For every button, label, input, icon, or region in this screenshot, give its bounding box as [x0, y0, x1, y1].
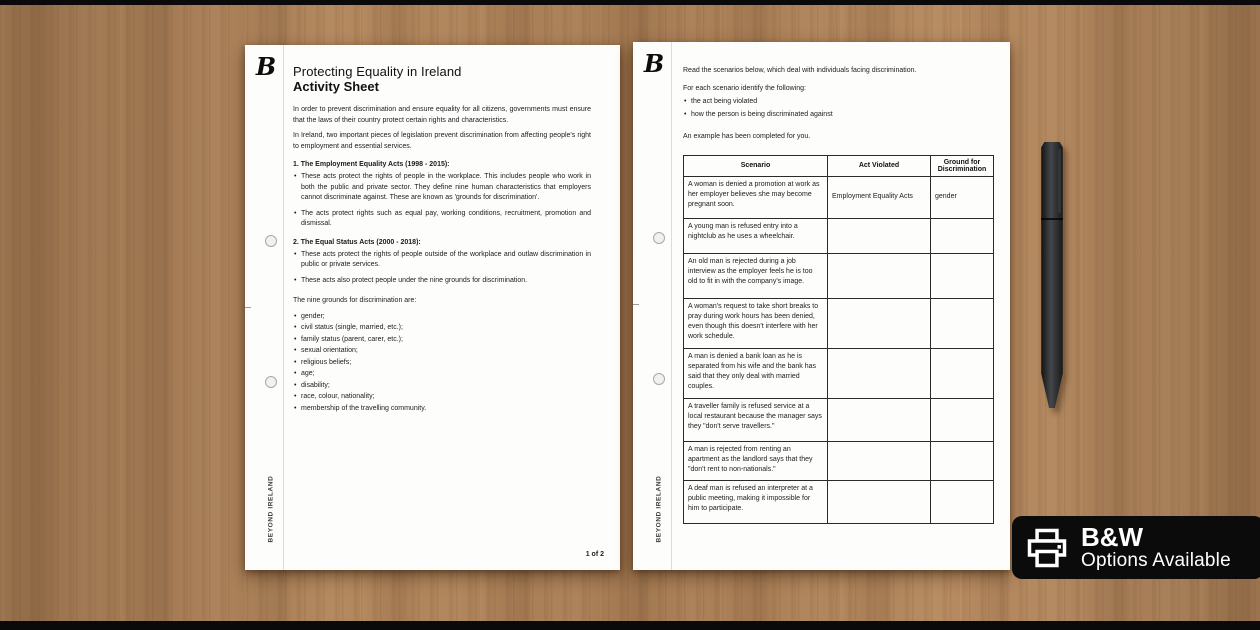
act-cell — [828, 298, 931, 348]
section-bullet-list — [293, 172, 591, 230]
page-2-content — [683, 66, 995, 524]
scenario-cell: A man is denied a bank loan as he is separated from his wife and the bank has said that they only deal with married couples. — [684, 348, 828, 398]
badge-text — [1081, 521, 1231, 572]
page-subtitle: Activity Sheet — [293, 79, 379, 94]
hole-punch-circle — [653, 232, 665, 244]
bullet-item: • These acts protect the rights of people in the workplace. This includes people who work in both the public and private sector. They define nine human characteristics that employers cannot discriminate against. These are known as 'grounds for discrimination'. — [293, 172, 591, 204]
act-cell — [828, 480, 931, 523]
act-cell — [828, 441, 931, 480]
table-row — [684, 348, 994, 398]
ground-item: • sexual orientation; — [293, 346, 591, 357]
table-header-row — [684, 155, 994, 176]
page-title: Protecting Equality in Ireland — [293, 64, 462, 79]
ground-cell — [931, 480, 994, 523]
ground-item: • civil status (single, married, etc.); — [293, 323, 591, 334]
grounds-list — [293, 312, 591, 415]
header-ground: Ground for Discrimination — [931, 155, 994, 176]
bw-options-badge — [1012, 516, 1260, 579]
page-number: 1 of 2 — [585, 551, 604, 558]
instructions-text: Read the scenarios below, which deal with individuals facing discrimination. — [683, 67, 917, 74]
ground-item: • gender; — [293, 312, 591, 323]
table-row — [684, 298, 994, 348]
worksheet-page-1 — [245, 45, 620, 570]
beyond-logo: B — [255, 52, 277, 81]
scenario-cell: A man is rejected from renting an apartment as the landlord says that they "don't rent to non-nationals." — [684, 441, 828, 480]
ground-cell — [931, 441, 994, 480]
ground-item: • disability; — [293, 381, 591, 392]
sidebar-brand-text: BEYOND IRELAND — [655, 475, 663, 543]
act-cell — [828, 253, 931, 298]
ground-cell — [931, 253, 994, 298]
ground-cell — [931, 398, 994, 441]
identify-intro: For each scenario identify the following: — [683, 84, 806, 92]
identify-item: • the act being violated — [683, 97, 995, 108]
example-note: An example has been completed for you. — [683, 133, 811, 140]
bottom-black-bar — [0, 621, 1260, 630]
scenario-cell: A traveller family is refused service at a local restaurant because the manager says they "don't serve travellers." — [684, 398, 828, 441]
scenario-cell: A woman is denied a promotion at work as her employer believes she may become pregnant soon. — [684, 176, 828, 218]
pen — [1038, 142, 1066, 408]
margin-divider-line — [283, 45, 284, 570]
intro-paragraph: In order to prevent discrimination and ensure equality for all citizens, governments must ensure that the laws of their country protect certain rights and characteristics. — [293, 106, 591, 124]
hole-punch-circle — [265, 235, 277, 247]
hole-punch-circle — [653, 373, 665, 385]
pen-cap-seam — [1041, 218, 1063, 220]
registration-mark — [245, 307, 251, 308]
table-row — [684, 176, 994, 218]
header-act-violated: Act Violated — [828, 155, 931, 176]
printer-icon — [1026, 527, 1068, 569]
scenario-cell: A deaf man is refused an interpreter at a public meeting, making it impossible for him to participate. — [684, 480, 828, 523]
section-bullet-list — [293, 250, 591, 287]
badge-options-label: Options Available — [1081, 550, 1231, 572]
identify-item: • how the person is being discriminated against — [683, 110, 995, 121]
scenario-cell: An old man is rejected during a job interview as the employer feels he is too old to fit in with the company's image. — [684, 253, 828, 298]
header-scenario: Scenario — [684, 155, 828, 176]
badge-bw-label: B&W — [1081, 521, 1144, 552]
ground-cell: gender — [931, 176, 994, 218]
grounds-intro: The nine grounds for discrimination are: — [293, 297, 417, 304]
table-row — [684, 480, 994, 523]
ground-cell — [931, 218, 994, 253]
act-cell — [828, 398, 931, 441]
margin-divider-line — [671, 42, 672, 570]
table-row — [684, 218, 994, 253]
scenario-cell: A young man is refused entry into a nightclub as he uses a wheelchair. — [684, 218, 828, 253]
bullet-item: • These acts also protect people under the nine grounds for discrimination. — [293, 276, 591, 287]
table-row — [684, 253, 994, 298]
bullet-item: • These acts protect the rights of people outside of the workplace and outlaw discrimination in public or private services. — [293, 250, 591, 271]
sidebar-brand-text: BEYOND IRELAND — [267, 475, 275, 543]
act-cell: Employment Equality Acts — [828, 176, 931, 218]
bullet-item: • The acts protect rights such as equal pay, working conditions, recruitment, promotion and dismissal. — [293, 209, 591, 230]
beyond-logo: B — [643, 49, 665, 78]
ground-item: • membership of the travelling community. — [293, 404, 591, 415]
ground-item: • family status (parent, carer, etc.); — [293, 335, 591, 346]
ground-cell — [931, 348, 994, 398]
ground-item: • race, colour, nationality; — [293, 392, 591, 403]
scenario-table — [683, 155, 994, 524]
table-row — [684, 398, 994, 441]
pen-clip — [1058, 149, 1061, 213]
ground-item: • religious beliefs; — [293, 358, 591, 369]
table-row — [684, 441, 994, 480]
scenario-cell: A woman's request to take short breaks to pray during work hours has been denied, even though this doesn't interfere with her work schedule. — [684, 298, 828, 348]
section-heading: 2. The Equal Status Acts (2000 - 2018): — [293, 238, 421, 246]
ground-item: • age; — [293, 369, 591, 380]
ground-cell — [931, 298, 994, 348]
worksheet-page-2 — [633, 42, 1010, 570]
intro-paragraph: In Ireland, two important pieces of legislation prevent discrimination from affecting people's right to employment and essential services. — [293, 132, 591, 150]
registration-mark — [633, 304, 639, 305]
hole-punch-circle — [265, 376, 277, 388]
act-cell — [828, 218, 931, 253]
page-1-content — [293, 64, 605, 418]
section-heading: 1. The Employment Equality Acts (1998 - 2015): — [293, 161, 450, 168]
act-cell — [828, 348, 931, 398]
top-black-bar — [0, 0, 1260, 5]
identify-list — [683, 97, 995, 120]
